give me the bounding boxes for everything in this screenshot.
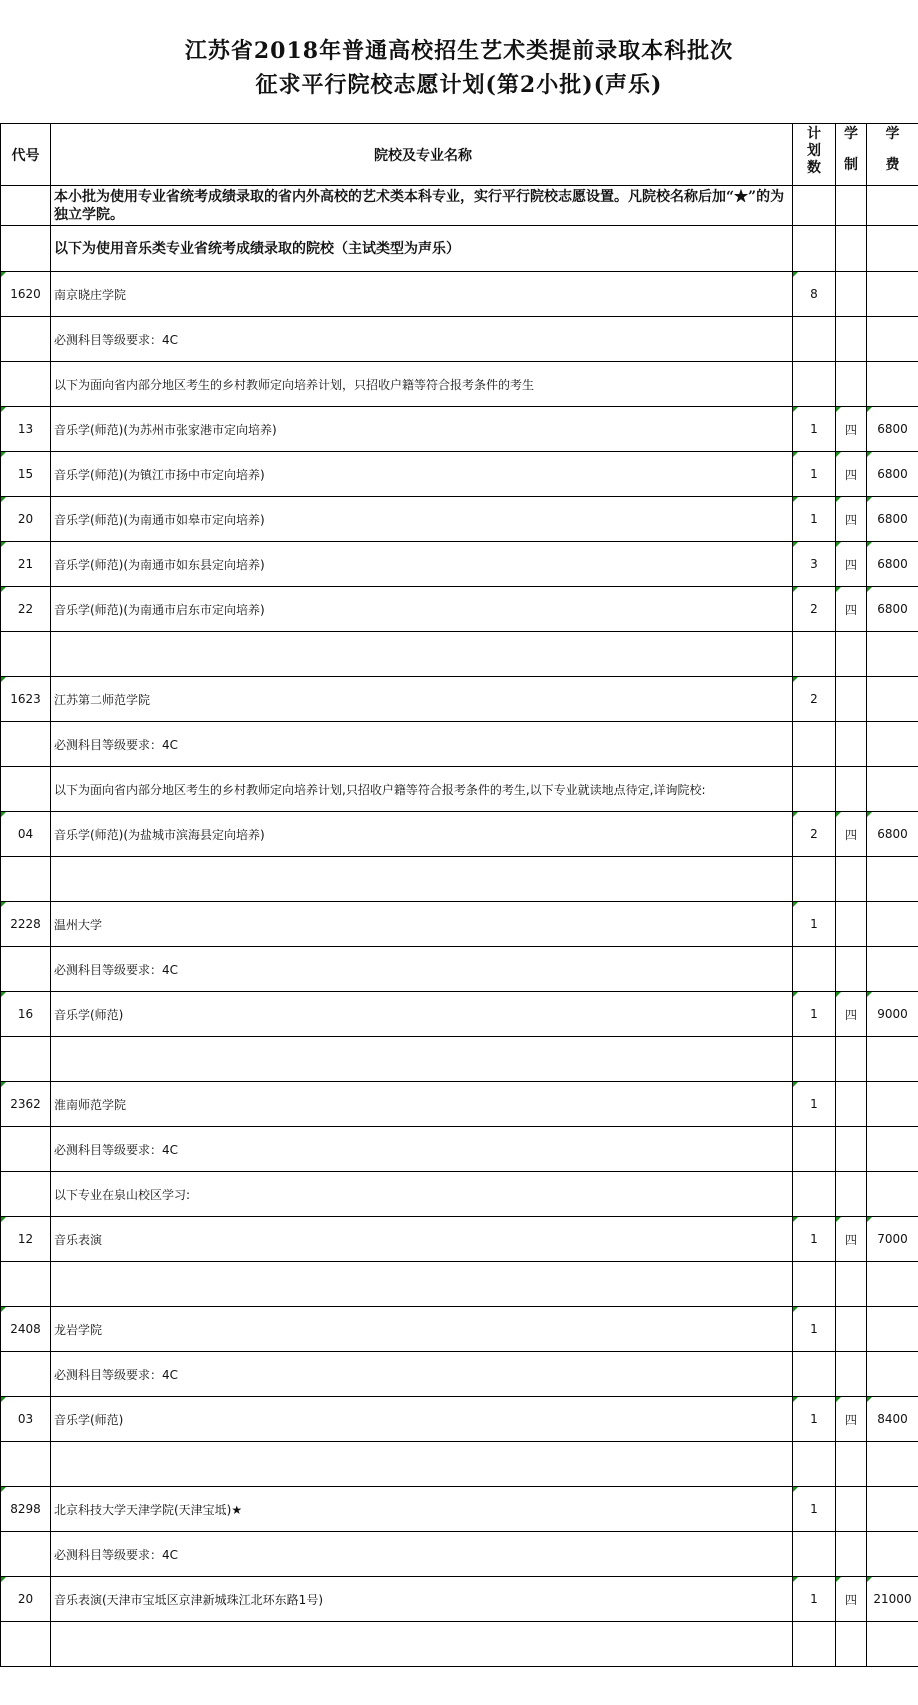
row-duration — [836, 1037, 867, 1082]
header-code: 代号 — [1, 124, 51, 186]
header-plan-char: 划 — [807, 143, 821, 159]
table-cell — [836, 226, 867, 272]
row-code — [1, 1622, 51, 1667]
row-code: 22 — [1, 587, 51, 632]
row-duration: 四 — [836, 812, 867, 857]
row-duration — [836, 902, 867, 947]
header-name: 院校及专业名称 — [51, 124, 793, 186]
table-cell — [793, 226, 836, 272]
row-fee — [867, 1307, 918, 1352]
row-fee — [867, 632, 918, 677]
row-name: 音乐学(师范) — [51, 992, 793, 1037]
row-plan — [793, 317, 836, 362]
row-plan: 1 — [793, 1217, 836, 1262]
row-plan: 1 — [793, 1307, 836, 1352]
page-title-line-1: 江苏省2018年普通高校招生艺术类提前录取本科批次 — [184, 38, 734, 64]
row-code: 21 — [1, 542, 51, 587]
table-row — [1, 497, 918, 542]
row-name — [51, 1037, 793, 1082]
row-name: 淮南师范学院 — [51, 1082, 793, 1127]
table-row — [1, 1442, 918, 1487]
row-duration: 四 — [836, 1577, 867, 1622]
row-duration — [836, 1487, 867, 1532]
row-name — [51, 1262, 793, 1307]
enrollment-plan-table — [0, 123, 918, 1667]
table-row — [1, 407, 918, 452]
row-code: 16 — [1, 992, 51, 1037]
row-name — [51, 632, 793, 677]
row-code — [1, 632, 51, 677]
row-fee — [867, 1037, 918, 1082]
table-row — [1, 1082, 918, 1127]
row-fee — [867, 362, 918, 407]
table-row — [1, 1622, 918, 1667]
row-plan: 1 — [793, 1397, 836, 1442]
row-duration — [836, 272, 867, 317]
row-duration: 四 — [836, 452, 867, 497]
row-duration — [836, 1442, 867, 1487]
row-fee — [867, 902, 918, 947]
row-fee — [867, 1532, 918, 1577]
row-duration — [836, 1172, 867, 1217]
table-row — [1, 452, 918, 497]
table-row — [1, 1172, 918, 1217]
intro-note: 本小批为使用专业省统考成绩录取的省内外高校的艺术类本科专业，实行平行院校志愿设置。凡院校名称后加“★”的为独立学院。 — [51, 186, 793, 226]
row-plan: 1 — [793, 452, 836, 497]
row-fee: 9000 — [867, 992, 918, 1037]
table-row — [1, 812, 918, 857]
row-fee: 6800 — [867, 407, 918, 452]
row-name: 南京晓庄学院 — [51, 272, 793, 317]
row-plan: 1 — [793, 497, 836, 542]
row-duration: 四 — [836, 407, 867, 452]
row-plan — [793, 1127, 836, 1172]
table-row — [1, 677, 918, 722]
table-header-row — [1, 124, 918, 186]
row-duration: 四 — [836, 1397, 867, 1442]
row-plan: 2 — [793, 812, 836, 857]
row-code: 2228 — [1, 902, 51, 947]
row-fee: 21000 — [867, 1577, 918, 1622]
row-plan: 1 — [793, 1577, 836, 1622]
row-plan — [793, 767, 836, 812]
row-code — [1, 1442, 51, 1487]
row-code — [1, 1172, 51, 1217]
row-plan — [793, 1262, 836, 1307]
row-name: 必测科目等级要求：4C — [51, 1127, 793, 1172]
table-row — [1, 1262, 918, 1307]
row-code — [1, 1532, 51, 1577]
row-code: 2408 — [1, 1307, 51, 1352]
row-code — [1, 1262, 51, 1307]
row-duration: 四 — [836, 497, 867, 542]
page-title-line-2: 征求平行院校志愿计划(第2小批)(声乐) — [255, 72, 663, 98]
row-fee: 6800 — [867, 587, 918, 632]
row-plan — [793, 632, 836, 677]
header-fee-char: 费 — [885, 157, 900, 173]
row-duration: 四 — [836, 587, 867, 632]
row-name: 以下为面向省内部分地区考生的乡村教师定向培养计划,只招收户籍等符合报考条件的考生,以下专业就读地点待定,详询院校: — [51, 767, 793, 812]
intro-section-row — [1, 226, 918, 272]
row-duration — [836, 1082, 867, 1127]
row-code: 20 — [1, 1577, 51, 1622]
row-plan — [793, 722, 836, 767]
table-row — [1, 992, 918, 1037]
row-fee — [867, 317, 918, 362]
row-name: 音乐学(师范)(为南通市启东市定向培养) — [51, 587, 793, 632]
header-fee — [867, 124, 918, 186]
table-row — [1, 632, 918, 677]
row-plan — [793, 857, 836, 902]
row-duration — [836, 947, 867, 992]
table-cell — [793, 186, 836, 226]
table-row — [1, 1352, 918, 1397]
row-plan: 2 — [793, 677, 836, 722]
table-row — [1, 1037, 918, 1082]
row-name: 必测科目等级要求：4C — [51, 1532, 793, 1577]
row-duration — [836, 1307, 867, 1352]
row-fee: 6800 — [867, 452, 918, 497]
row-plan — [793, 947, 836, 992]
row-duration — [836, 677, 867, 722]
row-fee — [867, 1352, 918, 1397]
row-name: 音乐表演 — [51, 1217, 793, 1262]
row-duration — [836, 632, 867, 677]
table-row — [1, 902, 918, 947]
row-fee — [867, 857, 918, 902]
row-duration — [836, 857, 867, 902]
row-code: 04 — [1, 812, 51, 857]
row-code: 8298 — [1, 1487, 51, 1532]
row-duration: 四 — [836, 992, 867, 1037]
row-name: 音乐学(师范)(为南通市如东县定向培养) — [51, 542, 793, 587]
table-cell — [1, 186, 51, 226]
header-duration-char: 学 — [844, 126, 858, 142]
row-name: 音乐表演(天津市宝坻区京津新城珠江北环东路1号) — [51, 1577, 793, 1622]
table-row — [1, 542, 918, 587]
row-fee — [867, 1172, 918, 1217]
header-plan-char: 计 — [807, 126, 821, 142]
row-code: 15 — [1, 452, 51, 497]
header-fee-char: 学 — [885, 126, 900, 142]
row-name: 北京科技大学天津学院(天津宝坻)★ — [51, 1487, 793, 1532]
row-code — [1, 767, 51, 812]
table-row — [1, 1217, 918, 1262]
row-name: 必测科目等级要求：4C — [51, 722, 793, 767]
row-name: 音乐学(师范) — [51, 1397, 793, 1442]
table-row — [1, 1532, 918, 1577]
intro-section: 以下为使用音乐类专业省统考成绩录取的院校（主试类型为声乐） — [51, 226, 793, 272]
table-row — [1, 857, 918, 902]
row-duration: 四 — [836, 542, 867, 587]
table-row — [1, 362, 918, 407]
row-code — [1, 317, 51, 362]
row-plan: 1 — [793, 1487, 836, 1532]
row-name: 音乐学(师范)(为南通市如皋市定向培养) — [51, 497, 793, 542]
row-duration — [836, 1127, 867, 1172]
table-row — [1, 272, 918, 317]
table-cell — [867, 226, 918, 272]
row-code: 12 — [1, 1217, 51, 1262]
row-name: 以下为面向省内部分地区考生的乡村教师定向培养计划，只招收户籍等符合报考条件的考生 — [51, 362, 793, 407]
row-duration — [836, 767, 867, 812]
table-row — [1, 767, 918, 812]
row-fee — [867, 677, 918, 722]
row-name — [51, 1442, 793, 1487]
table-row — [1, 1577, 918, 1622]
header-plan-char: 数 — [807, 160, 821, 176]
row-name: 音乐学(师范)(为镇江市扬中市定向培养) — [51, 452, 793, 497]
row-name: 音乐学(师范)(为苏州市张家港市定向培养) — [51, 407, 793, 452]
row-fee — [867, 1487, 918, 1532]
row-code — [1, 857, 51, 902]
row-fee — [867, 272, 918, 317]
row-name: 温州大学 — [51, 902, 793, 947]
table-row — [1, 587, 918, 632]
row-duration: 四 — [836, 1217, 867, 1262]
row-name: 江苏第二师范学院 — [51, 677, 793, 722]
row-name — [51, 857, 793, 902]
table-row — [1, 1397, 918, 1442]
table-row — [1, 1127, 918, 1172]
row-plan: 1 — [793, 407, 836, 452]
row-fee: 6800 — [867, 497, 918, 542]
table-cell — [867, 186, 918, 226]
row-fee: 8400 — [867, 1397, 918, 1442]
row-code — [1, 1127, 51, 1172]
row-fee — [867, 1082, 918, 1127]
row-name: 必测科目等级要求：4C — [51, 1352, 793, 1397]
row-fee — [867, 947, 918, 992]
row-code: 2362 — [1, 1082, 51, 1127]
row-duration — [836, 1262, 867, 1307]
row-fee — [867, 722, 918, 767]
row-code: 13 — [1, 407, 51, 452]
table-row — [1, 317, 918, 362]
row-code — [1, 947, 51, 992]
row-duration — [836, 1532, 867, 1577]
row-code: 03 — [1, 1397, 51, 1442]
row-fee — [867, 1442, 918, 1487]
header-duration — [836, 124, 867, 186]
row-code: 1623 — [1, 677, 51, 722]
row-code — [1, 1352, 51, 1397]
row-code — [1, 362, 51, 407]
row-fee — [867, 1127, 918, 1172]
header-duration-char: 制 — [844, 157, 858, 173]
row-plan: 1 — [793, 1082, 836, 1127]
row-name: 必测科目等级要求：4C — [51, 947, 793, 992]
row-code: 1620 — [1, 272, 51, 317]
row-code — [1, 1037, 51, 1082]
table-cell — [836, 186, 867, 226]
row-plan — [793, 1352, 836, 1397]
table-cell — [1, 226, 51, 272]
row-duration — [836, 317, 867, 362]
intro-note-row — [1, 186, 918, 226]
row-name: 必测科目等级要求：4C — [51, 317, 793, 362]
row-plan: 2 — [793, 587, 836, 632]
row-plan: 3 — [793, 542, 836, 587]
row-name: 龙岩学院 — [51, 1307, 793, 1352]
row-fee: 7000 — [867, 1217, 918, 1262]
row-duration — [836, 362, 867, 407]
row-fee: 6800 — [867, 542, 918, 587]
table-row — [1, 1307, 918, 1352]
row-fee — [867, 1262, 918, 1307]
table-row — [1, 1487, 918, 1532]
row-plan — [793, 1622, 836, 1667]
row-plan: 1 — [793, 902, 836, 947]
row-code — [1, 722, 51, 767]
row-duration — [836, 722, 867, 767]
row-plan: 1 — [793, 992, 836, 1037]
table-row — [1, 722, 918, 767]
header-plan — [793, 124, 836, 186]
row-plan: 8 — [793, 272, 836, 317]
row-code: 20 — [1, 497, 51, 542]
row-name — [51, 1622, 793, 1667]
row-fee — [867, 1622, 918, 1667]
row-plan — [793, 1037, 836, 1082]
row-plan — [793, 362, 836, 407]
row-plan — [793, 1172, 836, 1217]
row-name: 以下专业在泉山校区学习: — [51, 1172, 793, 1217]
row-fee — [867, 767, 918, 812]
row-name: 音乐学(师范)(为盐城市滨海县定向培养) — [51, 812, 793, 857]
table-row — [1, 947, 918, 992]
row-duration — [836, 1622, 867, 1667]
row-plan — [793, 1532, 836, 1577]
row-plan — [793, 1442, 836, 1487]
row-duration — [836, 1352, 867, 1397]
row-fee: 6800 — [867, 812, 918, 857]
